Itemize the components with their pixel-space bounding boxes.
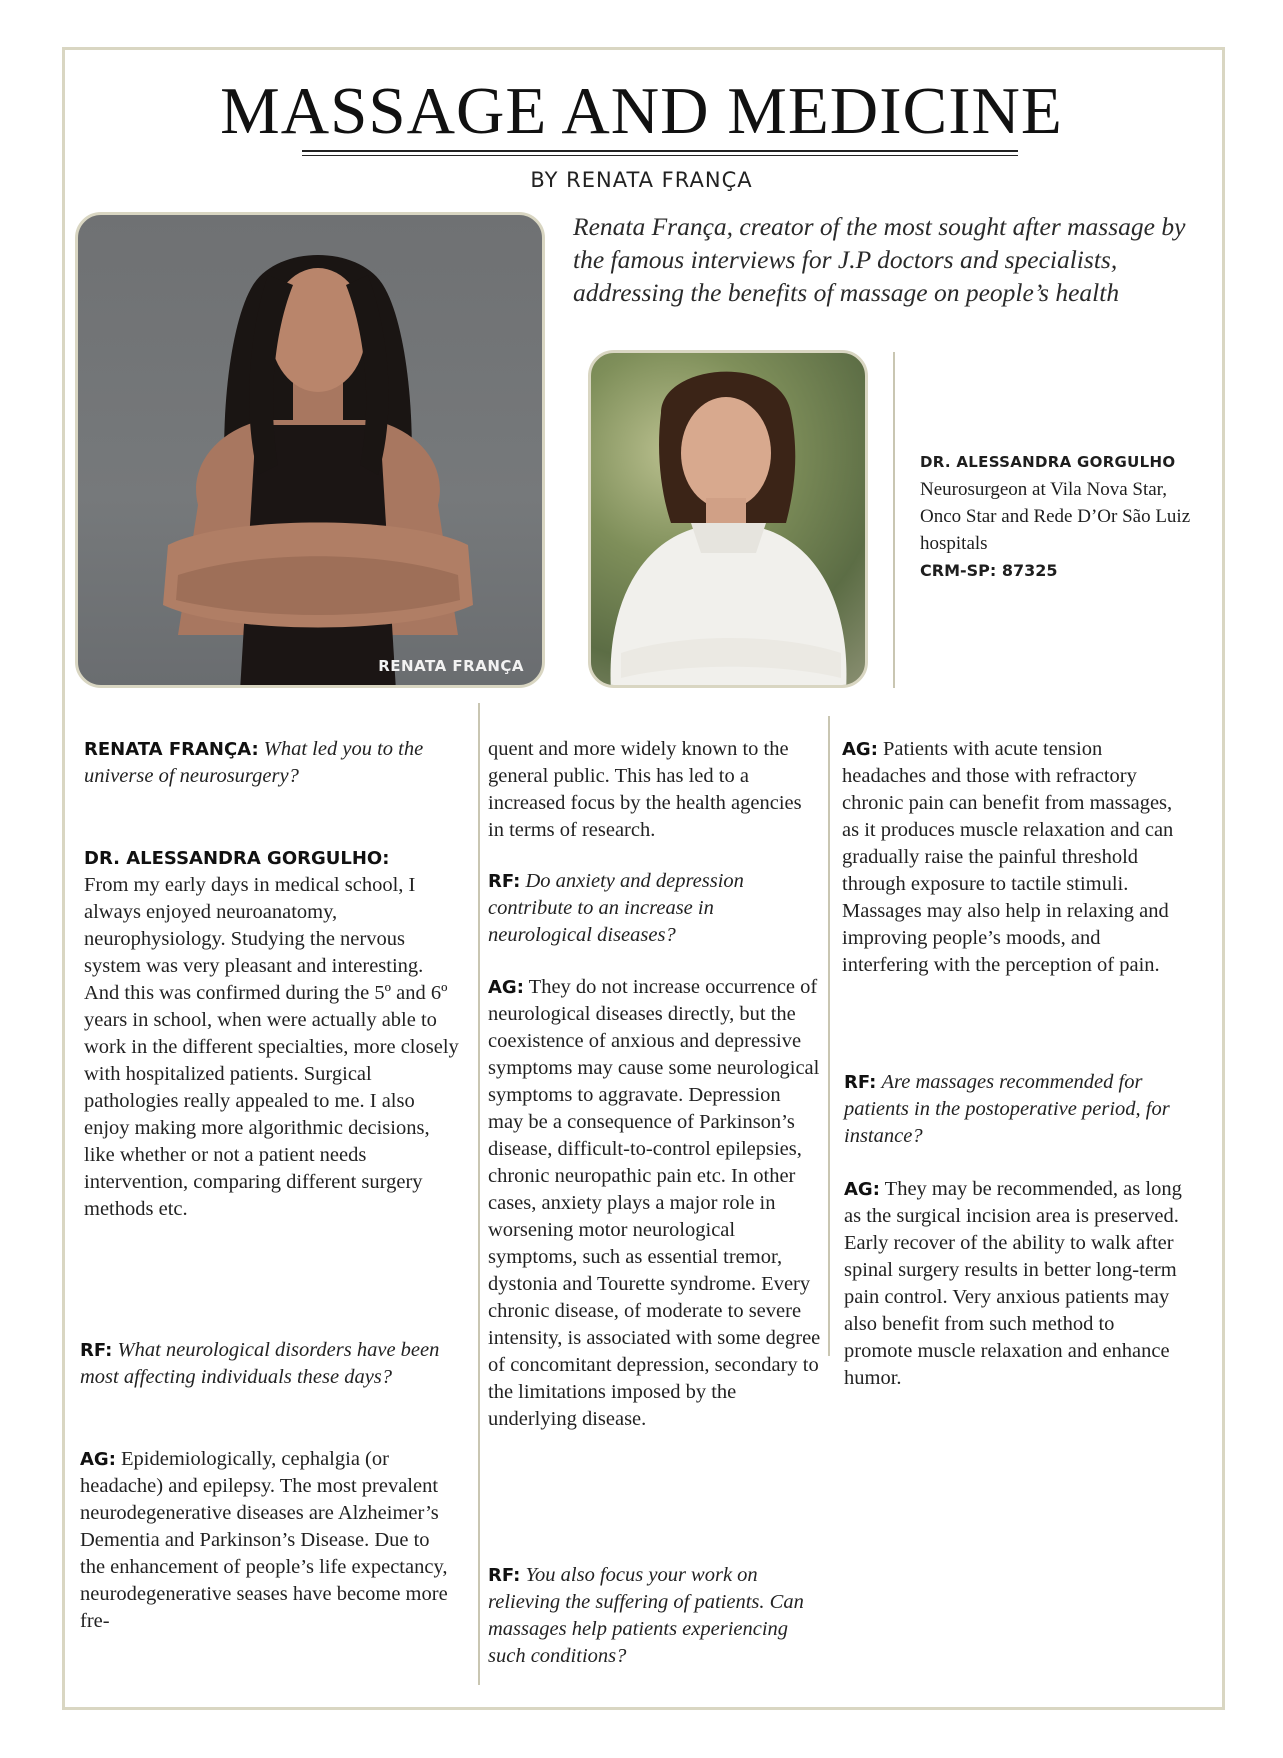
question-text: Are massages recommended for patients in the postoperative period, for instance? xyxy=(844,1071,1170,1147)
article-title: MASSAGE AND MEDICINE xyxy=(220,74,1063,148)
interview-question xyxy=(80,1337,458,1391)
speaker-label: RF: xyxy=(488,871,521,892)
speaker-label: AG: xyxy=(488,977,524,998)
speaker-label: RF: xyxy=(488,1565,521,1586)
interview-question xyxy=(488,1562,821,1670)
interview-question xyxy=(844,1069,1184,1150)
question-text: What led you to the universe of neurosurgery? xyxy=(84,738,424,787)
interview-question xyxy=(488,868,821,949)
column-divider xyxy=(893,352,895,688)
speaker-label: RF: xyxy=(844,1072,877,1093)
interview-answer xyxy=(842,736,1182,979)
title-underline xyxy=(302,150,1018,152)
title-underline-thin xyxy=(302,155,1018,156)
doctor-name: DR. ALESSANDRA GORGULHO xyxy=(920,453,1176,471)
photo-caption: RENATA FRANÇA xyxy=(378,657,524,675)
speaker-label: AG: xyxy=(80,1449,116,1470)
question-text: What neurological disorders have been most affecting individuals these days? xyxy=(80,1339,440,1388)
byline: BY RENATA FRANÇA xyxy=(530,168,753,192)
answer-text: Epidemiologically, cephalgia (or headache) and epilepsy. The most prevalent neurodegenerative diseases are Alzheimer’s Dementia and Parkinson’s Disease. Due to the enhancement of people’s life expectancy, neurodegenerative seases have become more fre- xyxy=(80,1448,448,1632)
interview-question xyxy=(84,736,462,790)
photo-renata-franca xyxy=(75,212,545,688)
column-2 xyxy=(488,736,821,844)
doctor-crm: CRM-SP: 87325 xyxy=(920,561,1058,580)
photo-alessandra-gorgulho xyxy=(588,350,868,688)
column-1 xyxy=(84,736,462,790)
column-divider xyxy=(478,703,480,1685)
column-2-question xyxy=(488,868,821,949)
speaker-label: DR. ALESSANDRA GORGULHO: xyxy=(84,848,390,869)
column-1-answer xyxy=(84,845,462,1223)
question-text: You also focus your work on relieving the suffering of patients. Can massages help patients experiencing such conditions? xyxy=(488,1564,804,1667)
doctor-portrait-illustration xyxy=(591,353,868,688)
speaker-label: AG: xyxy=(844,1179,880,1200)
interview-answer xyxy=(488,974,821,1433)
speaker-label: AG: xyxy=(842,739,878,760)
interview-answer xyxy=(84,845,462,1223)
column-2-answer xyxy=(488,974,821,1433)
interview-answer xyxy=(844,1176,1184,1392)
doctor-description: Neurosurgeon at Vila Nova Star, Onco Star and Rede D’Or São Luiz hospitals xyxy=(920,479,1191,554)
column-1-question-2 xyxy=(80,1337,458,1391)
column-3-answer xyxy=(844,1176,1184,1392)
woman-portrait-illustration xyxy=(78,215,545,688)
speaker-label: RENATA FRANÇA: xyxy=(84,739,259,760)
column-1-answer-2 xyxy=(80,1446,458,1635)
column-2-question-2 xyxy=(488,1562,821,1670)
answer-text: They do not increase occurrence of neurological diseases directly, but the coexistence of anxious and depressive symptoms may cause some neurological symptoms to aggravate. Depression may be a consequence of Parkinson’s disease, difficult-to-control epilepsies, chronic neuropathic pain etc. In other cases, anxiety plays a major role in worsening motor neurological symptoms, such as essential tremor, dystonia and Tourette syndrome. Every chronic disease, of moderate to severe intensity, is associated with some degree of concomitant depression, secondary to the limitations imposed by the underlying disease. xyxy=(488,976,821,1430)
article-intro: Renata França, creator of the most sought after massage by the famous interviews for J.P doctors and specialists, addressing the benefits of massage on people’s health xyxy=(573,212,1186,307)
question-text: Do anxiety and depression contribute to an increase in neurological diseases? xyxy=(488,870,744,946)
interview-answer xyxy=(488,736,821,844)
interview-answer xyxy=(80,1446,458,1635)
column-3 xyxy=(842,736,1182,979)
answer-text: Patients with acute tension headaches and those with refractory chronic pain can benefit from massages, as it produces muscle relaxation and can gradually raise the painful threshold through exposure to tactile stimuli. Massages may also help in relaxing and improving people’s moods, and interfering with the perception of pain. xyxy=(842,738,1174,976)
column-3-question xyxy=(844,1069,1184,1150)
column-divider xyxy=(828,716,830,1356)
doctor-info-card xyxy=(920,449,1210,584)
answer-text: From my early days in medical school, I always enjoyed neuroanatomy, neurophysiology. Studying the nervous system was very pleasant and interesting. And this was confirmed during the 5º and 6º years in school, when were actually able to work in the different specialties, more closely with hospitalized patients. Surgical pathologies really appealed to me. I also enjoy making more algorithmic decisions, like whether or not a patient needs intervention, comparing different surgery methods etc. xyxy=(84,874,459,1220)
answer-text: quent and more widely known to the general public. This has led to a increased focus by the health agencies in terms of research. xyxy=(488,738,802,841)
answer-text: They may be recommended, as long as the surgical incision area is preserved. Early recover of the ability to walk after spinal surgery results in better long-term pain control. Very anxious patients may also benefit from such method to promote muscle relaxation and enhance humor. xyxy=(844,1178,1182,1389)
speaker-label: RF: xyxy=(80,1340,113,1361)
